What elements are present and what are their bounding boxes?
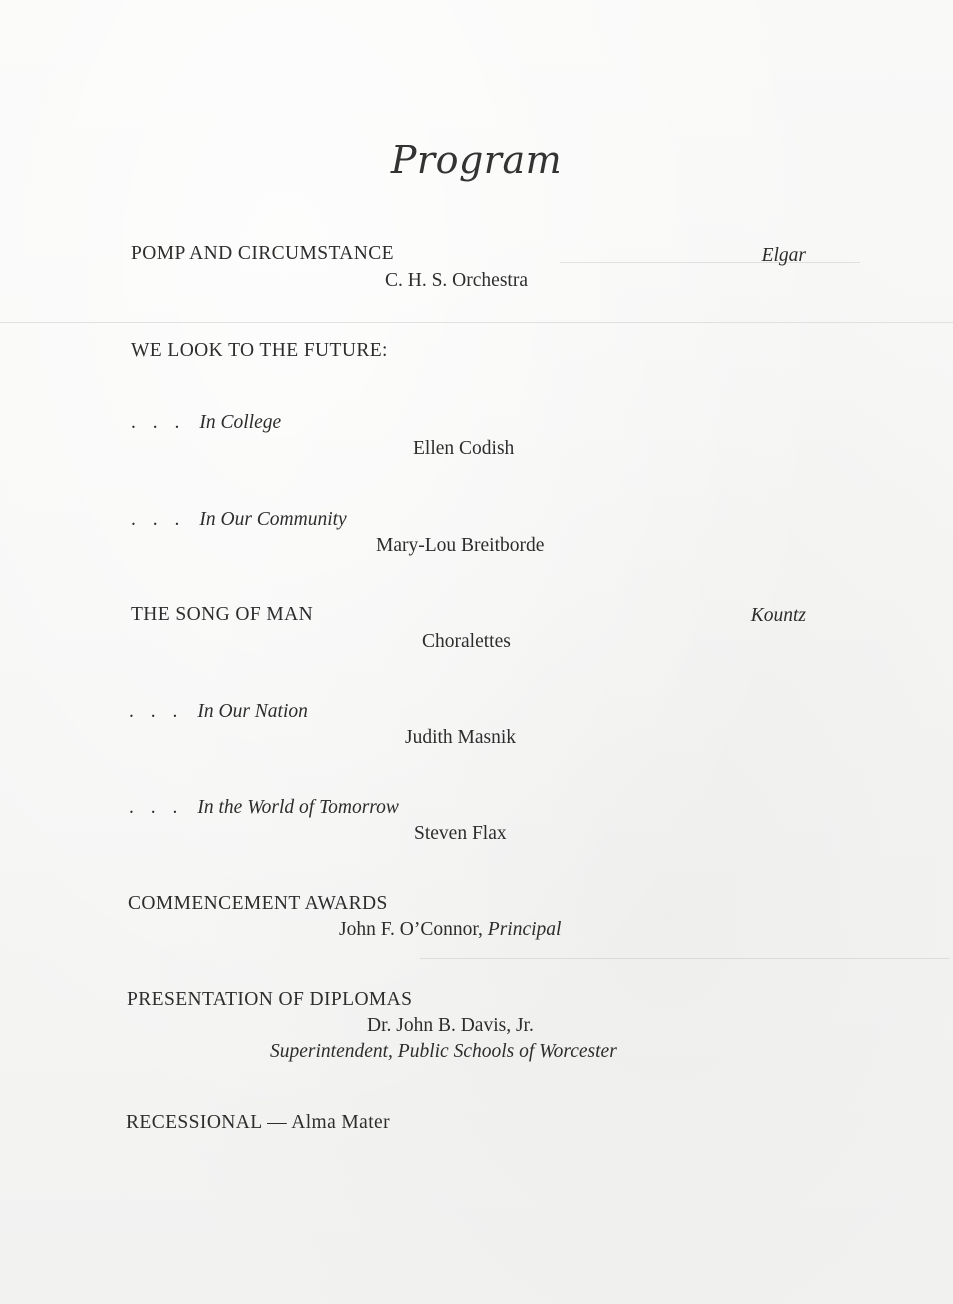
speaker-name: Ellen Codish (413, 438, 515, 459)
dots: . . . (131, 412, 186, 433)
sub-item-topic: In the World of Tomorrow (197, 797, 399, 818)
program-item-title: THE SONG OF MAN (131, 604, 314, 625)
sub-item (129, 797, 399, 819)
program-item-title: RECESSIONAL — Alma Mater (126, 1112, 390, 1133)
performer-name: Choralettes (422, 631, 511, 652)
dots: . . . (131, 509, 186, 530)
paper-crease (560, 262, 860, 263)
speaker-name: Judith Masnik (405, 727, 517, 748)
paper-crease (0, 322, 953, 323)
composer-name: Kountz (750, 605, 806, 626)
composer-name: Elgar (761, 245, 806, 266)
speaker-name: Steven Flax (414, 823, 507, 844)
sub-item (131, 412, 281, 434)
sub-item-topic: In Our Nation (197, 701, 308, 722)
program-item-title: POMP AND CIRCUMSTANCE (131, 243, 394, 264)
dots: . . . (129, 701, 184, 722)
page-title: Program (390, 138, 563, 182)
program-item-title: WE LOOK TO THE FUTURE: (131, 340, 388, 361)
presenter-name: John F. O’Connor, (339, 919, 483, 940)
sub-item-topic: In College (199, 412, 282, 433)
presenter-title: Superintendent, Public Schools of Worcester (270, 1041, 617, 1062)
paper-crease (420, 958, 950, 959)
sub-item-topic: In Our Community (199, 509, 347, 530)
sub-item (129, 701, 308, 723)
performer-name: C. H. S. Orchestra (385, 270, 528, 291)
sub-item (131, 509, 347, 531)
presenter-name: Dr. John B. Davis, Jr. (367, 1015, 534, 1036)
presenter-title: Principal (487, 919, 562, 940)
dots: . . . (129, 797, 184, 818)
program-item-title: COMMENCEMENT AWARDS (128, 893, 388, 914)
program-item-title: PRESENTATION OF DIPLOMAS (127, 989, 413, 1010)
speaker-name: Mary-Lou Breitborde (376, 535, 545, 556)
presenter (339, 919, 561, 941)
